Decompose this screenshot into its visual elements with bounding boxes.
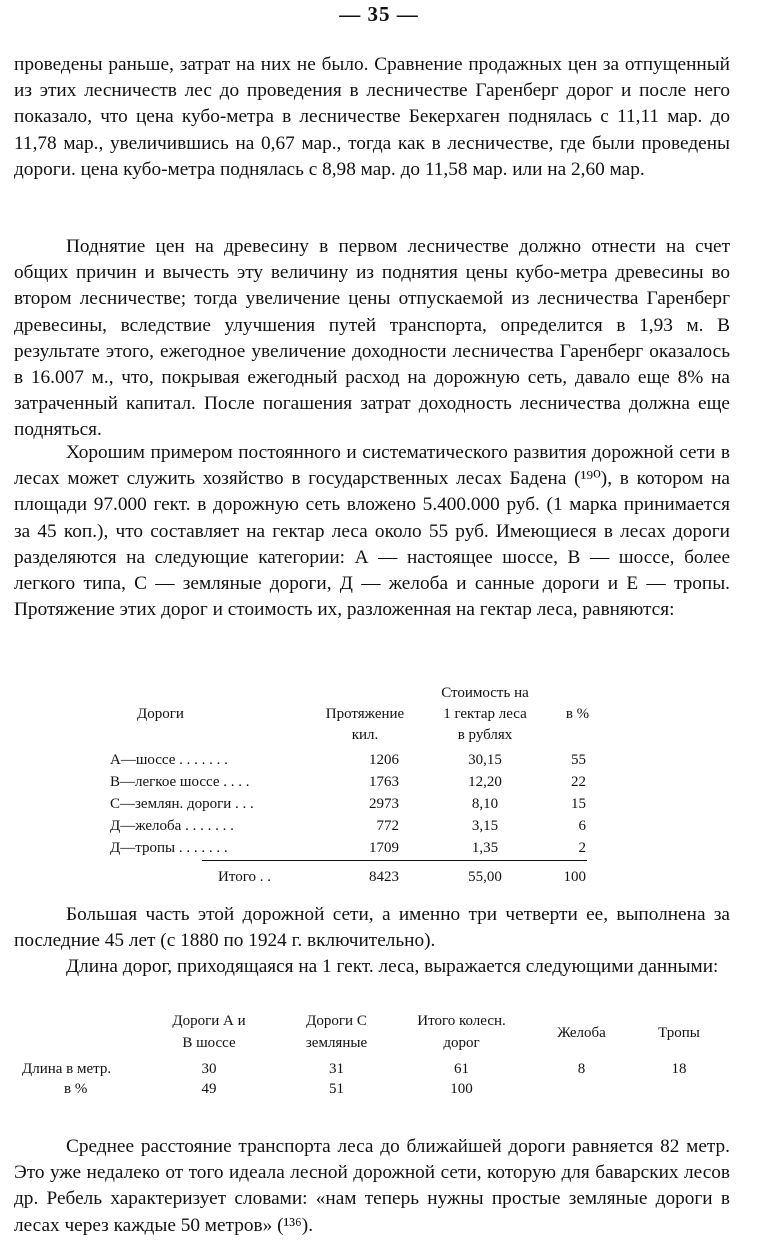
header-line: Желоба	[557, 1025, 606, 1041]
total-pct: 100	[563, 869, 586, 885]
table2-cell: 31	[329, 1061, 344, 1077]
row-name: В—легкое шоссе . . . .	[110, 774, 250, 790]
row-cost: 8,10	[471, 796, 499, 812]
table2-header-troughs	[524, 1022, 639, 1044]
table-row	[110, 815, 600, 837]
row-length: 1206	[369, 752, 399, 768]
table2-cell: 30	[201, 1061, 217, 1077]
row-pct: 2	[578, 840, 586, 856]
total-label: Итого . .	[218, 869, 271, 885]
row-cost: 1,35	[471, 840, 499, 856]
row-pct: 6	[578, 818, 586, 834]
header-line: Дороги А и	[172, 1013, 246, 1029]
row-cost: 30,15	[468, 752, 502, 768]
table2-header-total	[399, 1010, 524, 1054]
table2-header-c	[274, 1010, 399, 1054]
row-name: Д—желоба . . . . . . .	[110, 818, 234, 834]
header-line: земляные	[305, 1035, 368, 1051]
table2-row-label: Длина в метр.	[22, 1061, 112, 1077]
row-name: А—шоссе . . . . . . .	[110, 752, 228, 768]
page-number: — 35 —	[339, 2, 419, 26]
row-pct: 15	[571, 796, 586, 812]
paragraph-2: Поднятие цен на древесину в первом лесничестве должно отнести на счет общих причин и вычесть эту величину из поднятия цены кубо-метра древесины во втором лесничестве; тогда увеличение цены отпускаемой из лесничества Гаренберг древесины, вследствие улучшения путей транспорта, определится в 1,93 м. В результате этого, ежегодное увеличение доходности лесничества Гаренберг оказалось в 16.007 м., что, покрывая ежегодный расход на дорожную сеть, давало еще 8% на затраченный капитал. После погашения затрат доходность лесничества должна еще подняться.	[14, 236, 730, 441]
table1-header-length-unit: кил.	[351, 727, 379, 743]
table2-cell: 51	[329, 1081, 344, 1097]
paragraph-6: Среднее расстояние транспорта леса до ближайшей дороги равняется 82 метр. Это уже недалеко от того идеала лесной дорожной сети, которую для баварских лесов др. Ребель характеризует словами: «нам теперь нужны простые земляные дороги в лесах через каждые 50 метров» (¹³⁶).	[14, 1136, 730, 1236]
row-length: 772	[376, 818, 399, 834]
table-total-row	[110, 866, 600, 888]
row-name: Д—тропы . . . . . . .	[110, 840, 228, 856]
total-cost: 55,00	[468, 869, 502, 885]
row-pct: 55	[571, 752, 586, 768]
table2-cell: 49	[201, 1081, 217, 1097]
paragraph-3: Хорошим примером постоянного и систематического развития дорожной сети в лесах может служить хозяйство в государственных лесах Бадена (¹⁹⁰), в котором на площади 97.000 гект. в дорожную сеть вложено 5.400.000 руб. (1 марка принимается за 45 коп.), что составляет на гектар леса около 55 руб. Имеющиеся в лесах дороги разделяются на следующие категории: А — настоящее шоссе, В — шоссе, более легкого типа, С — земляные дороги, Д — желоба и санные дороги и Е — тропы. Протяжение этих дорог и стоимость их, разложенная на гектар леса, равняются:	[14, 442, 730, 621]
row-pct: 22	[571, 774, 586, 790]
row-cost: 3,15	[471, 818, 499, 834]
row-name: С—землян. дороги . . .	[110, 796, 254, 812]
table-row	[110, 837, 600, 859]
table2-cell: 18	[671, 1061, 687, 1077]
header-line: В шоссе	[182, 1035, 236, 1051]
table-row	[110, 749, 600, 771]
header-line: дорог	[443, 1035, 480, 1051]
header-line: Итого колесн.	[417, 1013, 506, 1029]
table1-header-pct: в %	[565, 706, 590, 722]
row-cost: 12,20	[468, 774, 502, 790]
header-line: Дороги С	[306, 1013, 367, 1029]
table1-header-cost-3: в рублях	[457, 727, 513, 743]
paragraph-1: проведены раньше, затрат на них не было. Сравнение продажных цен за отпущенный из этих лесничеств лес до проведения в лесничестве Гаренберг дорог и после него показало, что цена кубо-метра в лесничестве Бекерхаген поднялась с 11,11 мар. до 11,78 мар., увеличившись на 0,67 мар., тогда как в лесничестве, где были проведены дороги. цена кубо-метра поднялась с 8,98 мар. до 11,58 мар. или на 2,60 мар.	[14, 54, 730, 180]
total-length: 8423	[369, 869, 399, 885]
table2-cell: 100	[450, 1081, 473, 1097]
row-length: 1763	[369, 774, 399, 790]
table-row	[110, 793, 600, 815]
table2-cell: 8	[577, 1061, 586, 1077]
table-row	[110, 771, 600, 793]
table2-header-trails	[639, 1022, 719, 1044]
table2-row-label: в %	[64, 1081, 88, 1097]
header-line: Тропы	[658, 1025, 700, 1041]
table1-total-rule	[202, 860, 587, 861]
row-length: 2973	[369, 796, 399, 812]
table2-header-ab	[144, 1010, 274, 1054]
paragraph-5: Длина дорог, приходящаяся на 1 гект. леса, выражается следующими данными:	[66, 956, 719, 977]
table1-header-length: Протяжение	[325, 706, 405, 722]
paragraph-4: Большая часть этой дорожной сети, а именно три четверти ее, выполнена за последние 45 лет (с 1880 по 1924 г. включительно).	[14, 904, 730, 952]
row-length: 1709	[369, 840, 399, 856]
table1-header-cost-1: Стоимость на	[441, 685, 529, 701]
table1-header-roads: Дороги	[137, 706, 184, 722]
table2-cell: 61	[454, 1061, 469, 1077]
table1-header-cost-2: 1 гектар леса	[443, 706, 527, 722]
